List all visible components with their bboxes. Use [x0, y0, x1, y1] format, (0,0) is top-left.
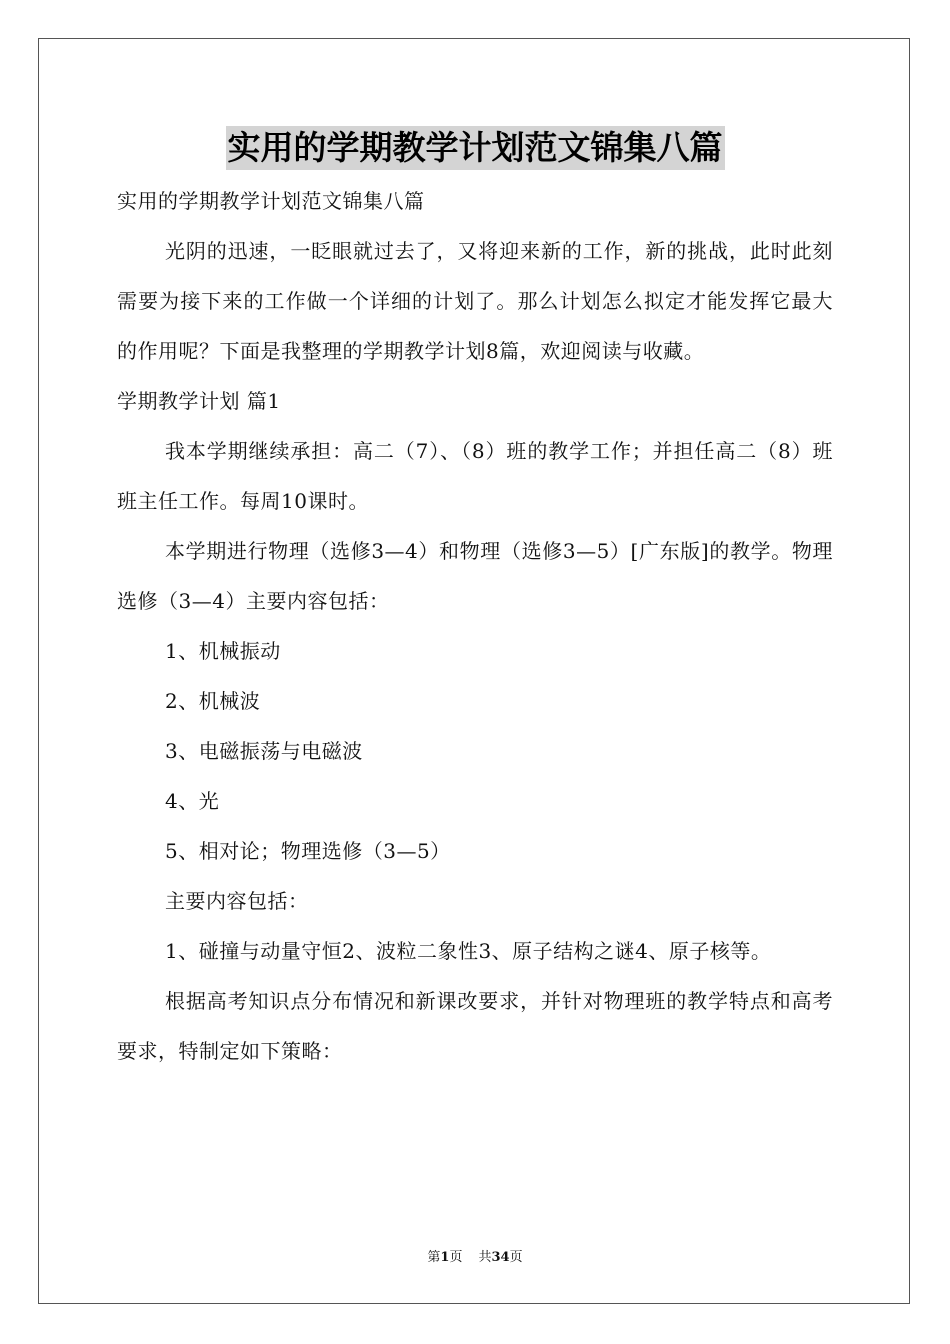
- section-heading: 学期教学计划 篇1: [117, 389, 281, 413]
- title-container: [0, 126, 950, 170]
- paragraph: 实用的学期教学计划范文锦集八篇: [117, 189, 425, 213]
- document-body: [117, 176, 833, 1076]
- total-suffix: 页: [509, 1250, 523, 1265]
- paragraph: 1、碰撞与动量守恒2、波粒二象性3、原子结构之谜4、原子核等。: [165, 939, 772, 963]
- paragraph: 主要内容包括：: [165, 889, 309, 913]
- list-item: 5、相对论；物理选修（3—5）: [165, 839, 451, 863]
- list-item: 1、机械振动: [165, 639, 281, 663]
- total-pages: 34: [491, 1250, 510, 1265]
- paragraph: 根据高考知识点分布情况和新课改要求，并针对物理班的教学特点和高考要求，特制定如下策略：: [117, 989, 833, 1063]
- document-title: 实用的学期教学计划范文锦集八篇: [226, 126, 725, 170]
- list-item: 4、光: [165, 789, 220, 813]
- paragraph: 光阴的迅速，一眨眼就过去了，又将迎来新的工作，新的挑战，此时此刻需要为接下来的工作做一个详细的计划了。那么计划怎么拟定才能发挥它最大的作用呢？下面是我整理的学期教学计划8篇，欢迎阅读与收藏。: [117, 239, 833, 363]
- page-prefix: 第: [427, 1250, 441, 1265]
- paragraph: 本学期进行物理（选修3—4）和物理（选修3—5）[广东版]的教学。物理选修（3—4）主要内容包括：: [117, 539, 833, 613]
- page-footer: [0, 1246, 950, 1265]
- page-suffix: 页: [449, 1250, 463, 1265]
- list-item: 3、电磁振荡与电磁波: [165, 739, 363, 763]
- page-number: 1: [440, 1250, 450, 1265]
- paragraph: 我本学期继续承担：高二（7）、（8）班的教学工作；并担任高二（8）班班主任工作。每周10课时。: [117, 439, 833, 513]
- list-item: 2、机械波: [165, 689, 261, 713]
- total-prefix: 共: [478, 1250, 492, 1265]
